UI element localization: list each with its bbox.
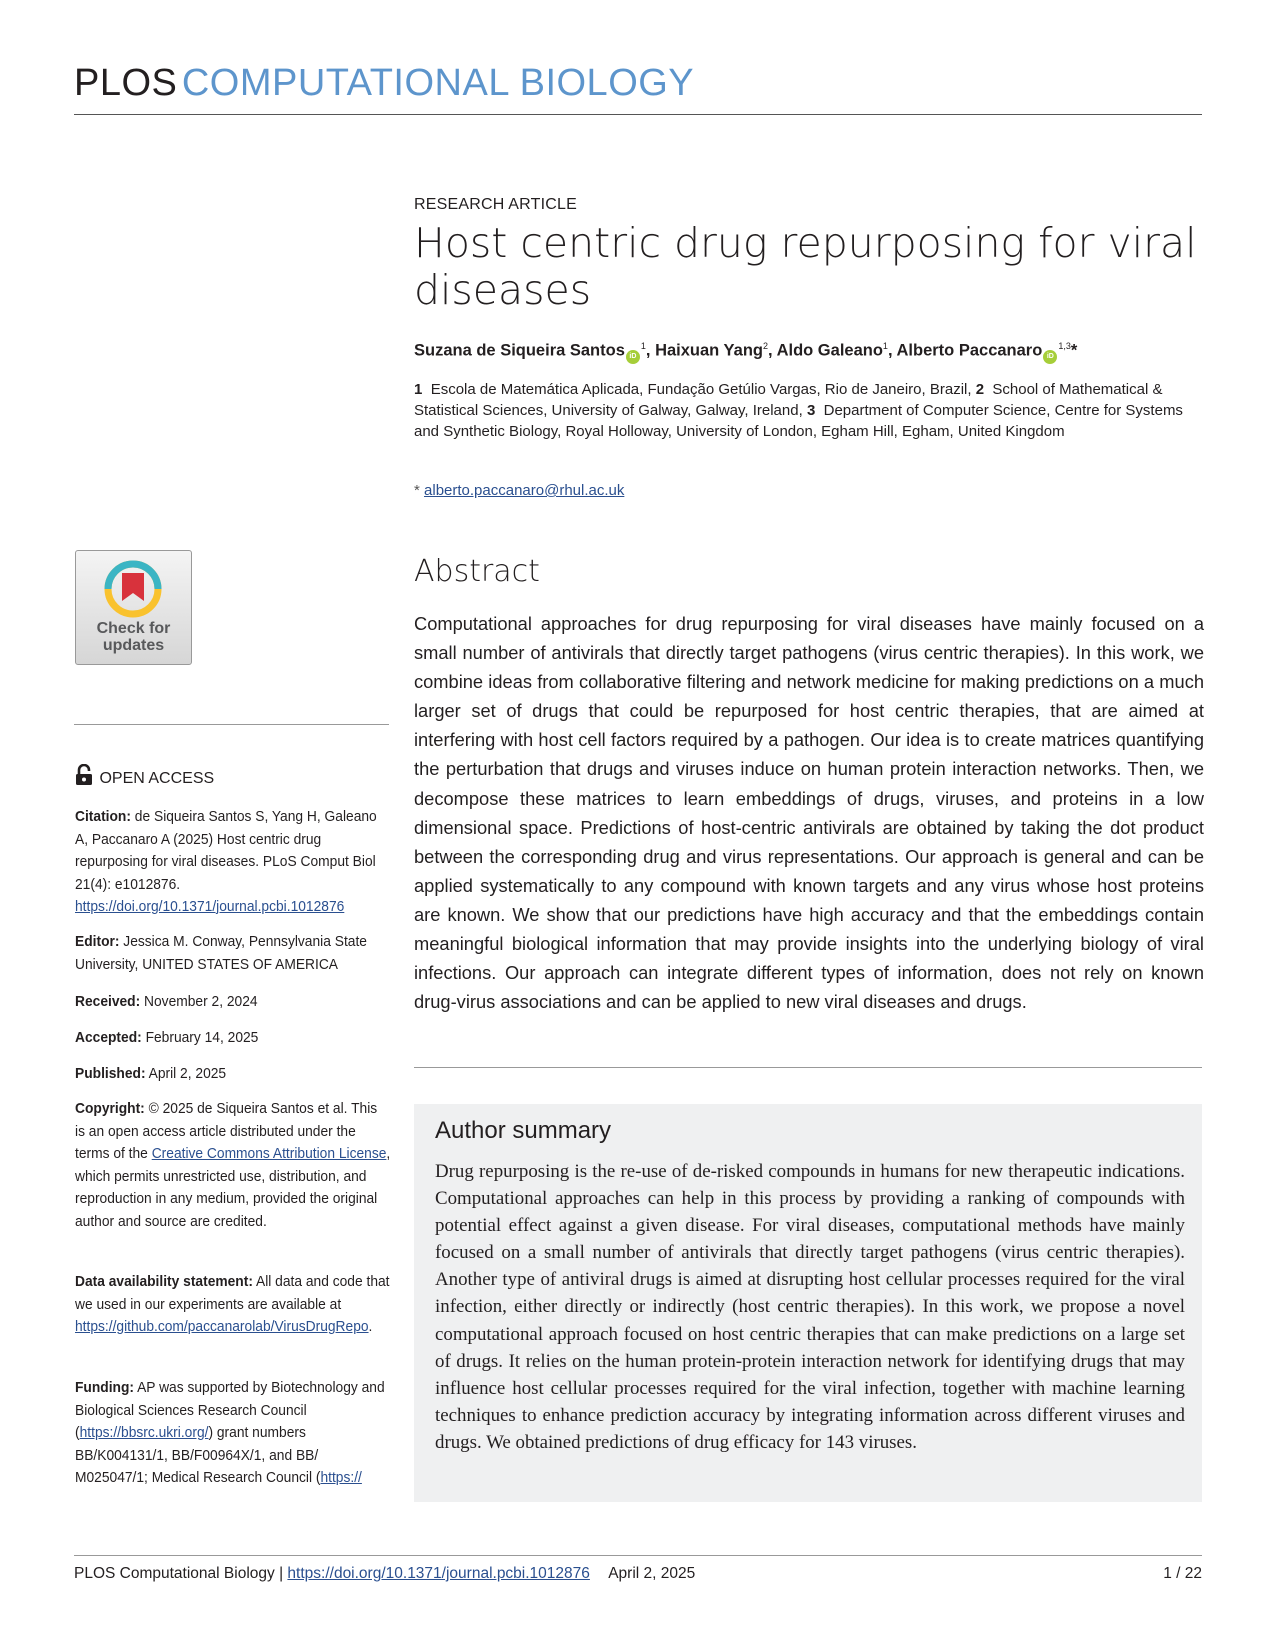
journal-header (74, 62, 1202, 115)
abstract-text: Computational approaches for drug repurposing for viral diseases have mainly focused on a small number of antivirals that directly target pathogens (virus centric therapies). In this work, we combine ideas from collaborative filtering and network medicine for making predictions on a much larger set of drugs that could be repurposed for host centric therapies, that are aimed at interfering with host cell factors required by a pathogen. Our idea is to create matrices quantifying the perturbation that drugs and viruses induce on human protein interaction networks. Then, we decompose these matrices to learn embeddings of drugs, viruses, and proteins in a low dimensional space. Predictions of host-centric antivirals are obtained by taking the dot product between the corresponding drug and virus representations. Our approach is general and can be applied systematically to any compound with known targets and any virus whose host proteins are known. We show that our predictions have high accuracy and that the embeddings contain meaningful biological information that may provide insights into the underlying biology of viral infections. Our approach can integrate different types of information, does not rely on known drug-virus associations and can be applied to new viral diseases and drugs. (414, 613, 1204, 1013)
author-summary-box (414, 1104, 1202, 1502)
open-access-label: OPEN ACCESS (99, 770, 215, 787)
footer-date: April 2, 2025 (608, 1565, 696, 1582)
affiliations: 1 Escola de Matemática Aplicada, Fundação Getúlio Vargas, Rio de Janeiro, Brazil, 2 School of Mathematical & Statistical Sciences, University of Galway, Galway, Ireland, 3 Department of Computer Science, Centre for Systems and Synthetic Biology, Royal Holloway, University of London, Egham Hill, Egham, United Kingdom (414, 381, 1183, 440)
divider (74, 724, 389, 725)
published-date: Published: April 2, 2025 (75, 1065, 227, 1082)
author-summary-text: Drug repurposing is the re-use of de-risked compounds in humans for new therapeutic indications. Computational approaches can help in this process by providing a ranking of compounds with potential effect against a given disease. For viral diseases, computational methods have mainly focused on a small number of antivirals that directly target pathogens (virus centric therapies). Another type of antiviral drugs is aimed at disrupting host cellular processes required for the viral infection, either directly or indirectly (host centric therapies). In this work, we propose a novel computational approach focused on host centric therapies that can make predictions on a large set of drugs. It relies on the human protein-protein interaction network for identifying drugs that may influence host cellular processes required for the viral infection, together with machine learning techniques to enhance prediction accuracy by integrating information across different viruses and drugs. We obtained predictions of drug efficacy for 143 viruses. (435, 1161, 1185, 1453)
open-lock-icon (75, 764, 93, 786)
mrc-link[interactable]: https:// (320, 1469, 362, 1486)
bbsrc-link[interactable]: https://bbsrc.ukri.org/ (79, 1424, 209, 1441)
editor-block: Editor: Jessica M. Conway, Pennsylvania State University, UNITED STATES OF AMERICA (75, 933, 367, 973)
citation-doi-link[interactable]: https://doi.org/10.1371/journal.pcbi.1012876 (75, 898, 345, 915)
citation-block: Citation: de Siqueira Santos S, Yang H, Galeano A, Paccanaro A (2025) Host centric drug repurposing for viral diseases. PLoS Comput Biol 21(4): e1012876. https://doi.org/10.1371/journal.pcbi.1012876 (75, 808, 377, 915)
page-number: 1 / 22 (1163, 1565, 1202, 1582)
accepted-date: Accepted: February 14, 2025 (75, 1029, 259, 1046)
page-footer: PLOS Computational Biology | https://doi.org/10.1371/journal.pcbi.1012876 April 2, 2025 1 / 22 (74, 1565, 1202, 1582)
affiliation: Department of Computer Science, Centre for Systems and Synthetic Biology, Royal Holloway, University of London, Egham Hill, Egham, United Kingdom (414, 402, 1183, 440)
crossmark-icon (103, 559, 163, 619)
received-date: Received: November 2, 2024 (75, 993, 258, 1010)
corresponding-author: * alberto.paccanaro@rhul.ac.uk (414, 482, 625, 499)
footer-journal: PLOS Computational Biology (74, 1565, 275, 1582)
journal-name-plos: PLOS (74, 62, 178, 104)
check-for-updates-label: Check for updates (96, 620, 171, 654)
corresponding-email-link[interactable]: alberto.paccanaro@rhul.ac.uk (424, 482, 625, 499)
author-name[interactable]: Haixuan Yang (655, 341, 763, 360)
journal-name-subject: COMPUTATIONAL BIOLOGY (181, 62, 695, 104)
author-name[interactable]: Suzana de Siqueira Santos (414, 341, 625, 360)
footer-doi-link[interactable]: https://doi.org/10.1371/journal.pcbi.1012876 (287, 1565, 590, 1582)
author-name[interactable]: Alberto Paccanaro (896, 341, 1043, 360)
check-for-updates-button[interactable] (75, 550, 192, 665)
affiliation: School of Mathematical & Statistical Sciences, University of Galway, Galway, Ireland, (414, 381, 1163, 419)
footer-divider (74, 1555, 1202, 1556)
author-name[interactable]: Aldo Galeano (776, 341, 883, 360)
article-type: RESEARCH ARTICLE (414, 196, 577, 213)
license-link[interactable]: Creative Commons Attribution License (151, 1145, 387, 1162)
data-availability-block: Data availability statement: All data and code that we used in our experiments are available at https://github.com/paccanarolab/VirusDrugRepo. (75, 1273, 390, 1335)
corresponding-marker: * (1070, 341, 1078, 360)
affiliation: Escola de Matemática Aplicada, Fundação Getúlio Vargas, Rio de Janeiro, Brazil, (430, 381, 972, 398)
article-title: Host centric drug repurposing for viral diseases (414, 219, 1197, 314)
orcid-icon[interactable]: iD (626, 350, 640, 364)
funding-block: Funding: AP was supported by Biotechnology and Biological Sciences Research Council (https://bbsrc.ukri.org/) grant numbers BB/K004131/1, BB/F00964X/1, and BB/ M025047/1; Medical Research Council (https:// (75, 1379, 385, 1486)
author-summary-heading: Author summary (435, 1117, 612, 1144)
divider (414, 1067, 1202, 1068)
copyright-block: Copyright: © 2025 de Siqueira Santos et al. This is an open access article distributed under the terms of the Creative Commons Attribution License, which permits unrestricted use, distribution, and reproduction in any medium, provided the original author and source are credited. (75, 1100, 391, 1230)
github-repo-link[interactable]: https://github.com/paccanarolab/VirusDrugRepo (75, 1318, 369, 1335)
orcid-icon[interactable]: iD (1043, 350, 1057, 364)
abstract-heading: Abstract (414, 554, 540, 589)
author-list: Suzana de Siqueira Santos $iD^1$, Haixuan Yang$^2$, Aldo Galeano$^1$, Alberto Paccanaro iD$^{1,3}$* (414, 341, 1202, 364)
open-access-badge (75, 764, 214, 788)
